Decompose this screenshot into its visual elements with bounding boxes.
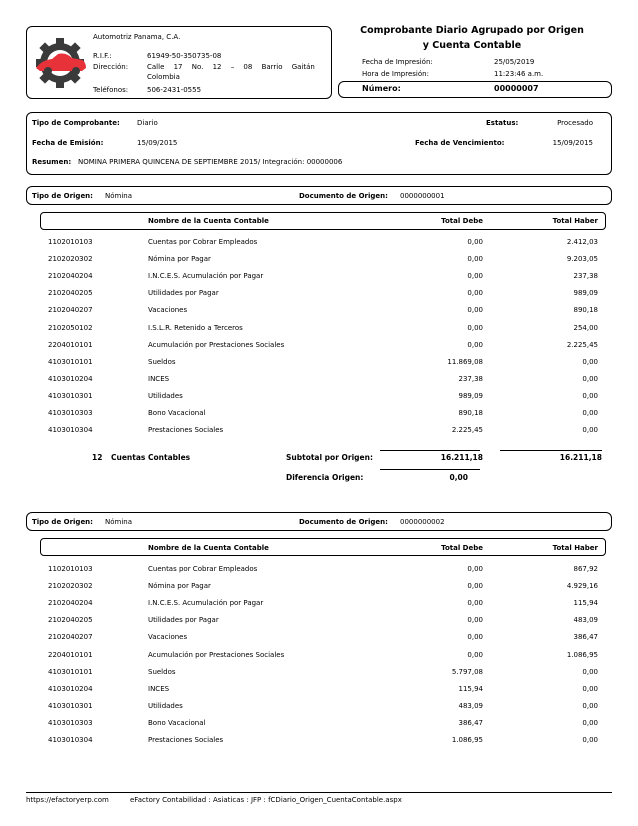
- account-code: 2102040207: [48, 306, 93, 315]
- footer-divider: [26, 792, 612, 793]
- account-code: 2102040204: [48, 272, 93, 281]
- haber-value: 9.203,05: [566, 255, 598, 264]
- origin-label-1: Tipo de Origen:: [32, 192, 93, 200]
- table-row: [0, 341, 638, 358]
- haber-value: 0,00: [582, 409, 598, 417]
- debe-value: 0,00: [467, 272, 483, 281]
- haber-value: 483,09: [573, 616, 598, 625]
- debe-value: 989,09: [458, 391, 483, 400]
- phone-label: Teléfonos:: [93, 86, 129, 94]
- footer-path: eFactory Contabilidad : Asiaticas : JFP : fCDiario_Origen_CuentaContable.aspx: [130, 796, 402, 804]
- subtotal-label-1: Subtotal por Origen:: [286, 453, 373, 462]
- haber-value: 0,00: [582, 391, 598, 400]
- table-row: [0, 702, 638, 719]
- debe-value: 0,00: [467, 650, 483, 659]
- phone-value: 506-2431-0555: [147, 86, 202, 94]
- issue-date-label: Fecha de Emisión:: [32, 139, 104, 147]
- haber-value: 0,00: [582, 426, 598, 435]
- debe-value: 5.797,08: [451, 667, 483, 676]
- account-code: 4103010101: [48, 357, 93, 366]
- due-date-value: 15/09/2015: [552, 139, 593, 147]
- account-name: Cuentas por Cobrar Empleados: [148, 565, 258, 573]
- subtotal-line-debe-1: [380, 450, 480, 451]
- table-row: [0, 719, 638, 736]
- print-date-value: 25/05/2019: [494, 58, 535, 66]
- debe-value: 0,00: [467, 582, 483, 591]
- col-debe-header-1: Total Debe: [441, 217, 483, 225]
- table-row: [0, 255, 638, 272]
- account-code: 1102010103: [48, 238, 93, 246]
- doc-label-2: Documento de Origen:: [299, 518, 388, 526]
- table-row: [0, 582, 638, 599]
- haber-value: 0,00: [582, 667, 598, 676]
- account-name: Vacaciones: [148, 306, 188, 315]
- haber-value: 115,94: [573, 599, 598, 608]
- account-name: Sueldos: [148, 357, 176, 366]
- rif-value: 61949-50-350735-08: [147, 52, 222, 60]
- account-code: 4103010303: [48, 718, 93, 727]
- due-date-label: Fecha de Vencimiento:: [415, 139, 505, 147]
- table-header-1: [40, 212, 606, 230]
- account-name: Nómina por Pagar: [148, 582, 211, 591]
- gear-car-logo-icon: [32, 38, 88, 88]
- table-row: [0, 392, 638, 409]
- table-row: [0, 616, 638, 633]
- table-row: [0, 565, 638, 582]
- table-row: [0, 736, 638, 753]
- account-name: I.N.C.E.S. Acumulación por Pagar: [148, 599, 264, 608]
- account-code: 2102040205: [48, 289, 93, 298]
- haber-value: 0,00: [582, 357, 598, 366]
- account-name: INCES: [148, 374, 170, 383]
- number-value: 00000007: [494, 84, 539, 93]
- haber-value: 4.929,16: [566, 582, 598, 591]
- table-row: [0, 426, 638, 443]
- number-label: Número:: [362, 84, 401, 93]
- col-debe-header-2: Total Debe: [441, 544, 483, 552]
- print-date-label: Fecha de Impresión:: [362, 58, 433, 66]
- account-code: 4103010204: [48, 684, 93, 693]
- account-name: I.N.C.E.S. Acumulación por Pagar: [148, 272, 264, 281]
- account-count-label-1: Cuentas Contables: [111, 453, 191, 462]
- difference-line-1: [380, 469, 480, 470]
- debe-value: 2.225,45: [451, 426, 483, 435]
- voucher-type-value: Diario: [137, 119, 158, 127]
- debe-value: 0,00: [467, 565, 483, 573]
- account-name: Utilidades: [148, 701, 183, 710]
- account-code: 2102020302: [48, 255, 93, 264]
- status-label: Estatus:: [486, 119, 519, 127]
- col-name-header-2: Nombre de la Cuenta Contable: [148, 544, 269, 552]
- account-name: Vacaciones: [148, 633, 188, 642]
- col-haber-header-2: Total Haber: [552, 544, 598, 552]
- origin-label-2: Tipo de Origen:: [32, 518, 93, 526]
- summary-label: Resumen:: [32, 158, 72, 166]
- table-row: [0, 685, 638, 702]
- doc-value-2: 0000000002: [400, 518, 445, 526]
- table-header-2: [40, 538, 606, 556]
- account-code: 2102040207: [48, 633, 93, 642]
- doc-value-1: 0000000001: [400, 192, 445, 200]
- account-name: Acumulación por Prestaciones Sociales: [148, 340, 285, 349]
- account-code: 4103010301: [48, 701, 93, 710]
- status-value: Procesado: [557, 119, 593, 127]
- debe-value: 115,94: [458, 684, 483, 693]
- haber-value: 237,38: [573, 272, 598, 281]
- table-row: [0, 306, 638, 323]
- origin-value-2: Nómina: [105, 518, 133, 526]
- footer-url[interactable]: https://efactoryerp.com: [26, 796, 109, 804]
- debe-value: 0,00: [467, 616, 483, 625]
- account-code: 1102010103: [48, 565, 93, 573]
- haber-value: 0,00: [582, 736, 598, 744]
- debe-value: 0,00: [467, 306, 483, 315]
- issue-date-value: 15/09/2015: [137, 139, 178, 147]
- account-name: Utilidades: [148, 391, 183, 400]
- haber-value: 254,00: [573, 323, 598, 332]
- origin-value-1: Nómina: [105, 192, 133, 200]
- debe-value: 0,00: [467, 633, 483, 642]
- print-time-value: 11:23:46 a.m.: [494, 70, 544, 78]
- haber-value: 890,18: [573, 306, 598, 315]
- haber-value: 2.412,03: [566, 238, 598, 246]
- account-code: 2102050102: [48, 323, 93, 332]
- haber-value: 0,00: [582, 701, 598, 710]
- haber-value: 867,92: [573, 565, 598, 573]
- debe-value: 0,00: [467, 323, 483, 332]
- haber-value: 989,09: [573, 289, 598, 298]
- table-row: [0, 375, 638, 392]
- debe-value: 237,38: [458, 374, 483, 383]
- subtotal-debe-1: 16.211,18: [440, 453, 483, 462]
- account-code: 4103010101: [48, 667, 93, 676]
- haber-value: 2.225,45: [566, 340, 598, 349]
- account-code: 2102020302: [48, 582, 93, 591]
- account-code: 4103010304: [48, 736, 93, 744]
- account-code: 2204010101: [48, 340, 93, 349]
- account-name: Prestaciones Sociales: [148, 736, 224, 744]
- table-row: [0, 668, 638, 685]
- account-code: 2204010101: [48, 650, 93, 659]
- account-code: 4103010303: [48, 409, 93, 417]
- account-name: Cuentas por Cobrar Empleados: [148, 238, 258, 246]
- table-row: [0, 409, 638, 426]
- company-name: Automotriz Panama, C.A.: [93, 33, 181, 41]
- summary-value: NOMINA PRIMERA QUINCENA DE SEPTIEMBRE 2015/ Integración: 00000006: [78, 158, 343, 166]
- difference-label-1: Diferencia Origen:: [286, 473, 364, 482]
- account-count-1: 12: [92, 453, 103, 462]
- table-row: [0, 324, 638, 341]
- account-name: I.S.L.R. Retenido a Terceros: [148, 323, 243, 332]
- print-time-label: Hora de Impresión:: [362, 70, 429, 78]
- address-line1: Calle 17 No. 12 – 08 Barrio Gaitán: [147, 63, 315, 71]
- haber-value: 0,00: [582, 718, 598, 727]
- haber-value: 0,00: [582, 684, 598, 693]
- debe-value: 0,00: [467, 289, 483, 298]
- account-code: 4103010204: [48, 374, 93, 383]
- debe-value: 890,18: [458, 409, 483, 417]
- haber-value: 0,00: [582, 374, 598, 383]
- voucher-type-label: Tipo de Comprobante:: [32, 119, 120, 127]
- account-name: Utilidades por Pagar: [148, 616, 219, 625]
- account-name: Utilidades por Pagar: [148, 289, 219, 298]
- rif-label: R.I.F.:: [93, 52, 112, 60]
- subtotal-haber-1: 16.211,18: [559, 453, 602, 462]
- table-row: [0, 633, 638, 650]
- table-row: [0, 289, 638, 306]
- debe-value: 0,00: [467, 238, 483, 246]
- address-label: Dirección:: [93, 63, 129, 71]
- debe-value: 11.869,08: [447, 357, 483, 366]
- table-row: [0, 272, 638, 289]
- debe-value: 483,09: [458, 701, 483, 710]
- debe-value: 0,00: [467, 599, 483, 608]
- doc-label-1: Documento de Origen:: [299, 192, 388, 200]
- col-haber-header-1: Total Haber: [552, 217, 598, 225]
- account-name: Bono Vacacional: [148, 409, 206, 417]
- account-name: Prestaciones Sociales: [148, 426, 224, 435]
- account-name: Sueldos: [148, 667, 176, 676]
- debe-value: 0,00: [467, 255, 483, 264]
- debe-value: 386,47: [458, 718, 483, 727]
- address-line2: Colombia: [147, 73, 180, 81]
- report-title-line1: Comprobante Diario Agrupado por Origen: [360, 25, 584, 36]
- account-code: 2102040205: [48, 616, 93, 625]
- col-name-header-1: Nombre de la Cuenta Contable: [148, 217, 269, 225]
- account-code: 2102040204: [48, 599, 93, 608]
- account-name: Nómina por Pagar: [148, 255, 211, 264]
- difference-value-1: 0,00: [449, 473, 468, 482]
- account-code: 4103010304: [48, 426, 93, 435]
- table-row: [0, 358, 638, 375]
- haber-value: 1.086,95: [566, 650, 598, 659]
- haber-value: 386,47: [573, 633, 598, 642]
- report-title-line2: y Cuenta Contable: [422, 40, 522, 51]
- table-row: [0, 238, 638, 255]
- table-row: [0, 599, 638, 616]
- account-code: 4103010301: [48, 391, 93, 400]
- debe-value: 1.086,95: [451, 736, 483, 744]
- debe-value: 0,00: [467, 340, 483, 349]
- table-row: [0, 651, 638, 668]
- account-name: Bono Vacacional: [148, 718, 206, 727]
- account-name: INCES: [148, 684, 170, 693]
- subtotal-line-haber-1: [500, 450, 602, 451]
- account-name: Acumulación por Prestaciones Sociales: [148, 650, 285, 659]
